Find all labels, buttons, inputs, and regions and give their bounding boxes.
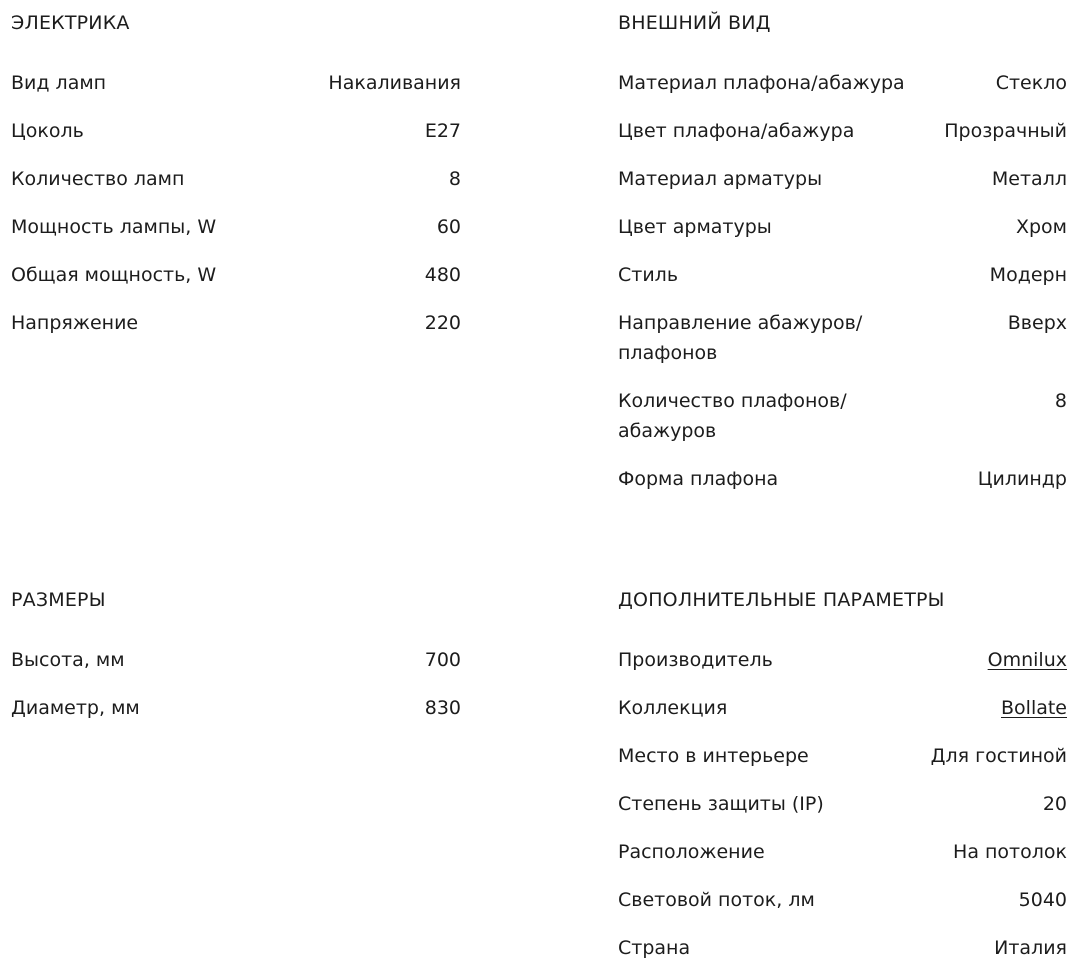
spec-label: Коллекция <box>618 697 728 719</box>
spec-row-lamp-count <box>11 164 461 194</box>
spec-row-total-power <box>11 260 461 290</box>
spec-value: 5040 <box>1018 889 1067 911</box>
spec-row-frame-color <box>618 212 1067 242</box>
spec-row-shade-count <box>618 386 1067 446</box>
spec-value: 830 <box>424 697 461 719</box>
spec-row-shade-direction <box>618 308 1067 368</box>
spec-value: Цилиндр <box>977 468 1067 490</box>
spec-row-manufacturer <box>618 645 1067 675</box>
spec-label: Расположение <box>618 841 765 863</box>
collection-link[interactable]: Bollate <box>1001 697 1067 719</box>
spec-row-height <box>11 645 461 675</box>
spec-value: 700 <box>424 649 461 671</box>
spec-label: Степень защиты (IP) <box>618 793 824 815</box>
spec-label: Общая мощность, W <box>11 264 217 286</box>
spec-row-socket <box>11 116 461 146</box>
spec-label: Цоколь <box>11 120 84 142</box>
spec-label: Мощность лампы, W <box>11 216 217 238</box>
spec-label: Стиль <box>618 264 679 286</box>
spec-value: Италия <box>994 937 1067 959</box>
spec-label: Вид ламп <box>11 72 107 94</box>
spec-label: Место в интерьере <box>618 745 809 767</box>
spec-value: 60 <box>436 216 461 238</box>
spec-value: Хром <box>1015 216 1067 238</box>
spec-row-style <box>618 260 1067 290</box>
spec-row-shade-color <box>618 116 1067 146</box>
spec-row-diameter <box>11 693 461 723</box>
electrics-section <box>11 12 461 342</box>
spec-value: 8 <box>448 168 461 190</box>
spec-row-frame-material <box>618 164 1067 194</box>
spec-value: Металл <box>991 168 1067 190</box>
spec-label: Напряжение <box>11 312 139 334</box>
spec-label: Диаметр, мм <box>11 697 140 719</box>
spec-row-interior-place <box>618 741 1067 771</box>
spec-row-ip-rating <box>618 789 1067 819</box>
spec-label: Цвет арматуры <box>618 216 772 238</box>
spec-row-luminous-flux <box>618 885 1067 915</box>
appearance-section <box>618 12 1067 502</box>
spec-value: Накаливания <box>328 72 461 94</box>
spec-label: Количество плафонов/ абажуров <box>618 390 847 442</box>
spec-label: Страна <box>618 937 691 959</box>
spec-row-shade-shape <box>618 464 1067 494</box>
spec-value: E27 <box>424 120 461 142</box>
spec-value: Для гостиной <box>930 745 1067 767</box>
spec-label: Материал арматуры <box>618 168 823 190</box>
extra-params-section <box>618 589 1067 968</box>
section-title-extra: ДОПОЛНИТЕЛЬНЫЕ ПАРАМЕТРЫ <box>618 589 945 611</box>
spec-row-voltage <box>11 308 461 338</box>
spec-row-placement <box>618 837 1067 867</box>
spec-value: Прозрачный <box>944 120 1067 142</box>
spec-label: Направление абажуров/ плафонов <box>618 312 863 364</box>
spec-label: Световой поток, лм <box>618 889 815 911</box>
spec-value <box>988 645 1067 675</box>
section-title-sizes: РАЗМЕРЫ <box>11 589 106 611</box>
spec-value: 480 <box>424 264 461 286</box>
spec-label: Цвет плафона/абажура <box>618 120 855 142</box>
spec-value: На потолок <box>953 841 1067 863</box>
spec-label: Количество ламп <box>11 168 185 190</box>
spec-row-shade-material <box>618 68 1067 98</box>
manufacturer-link[interactable]: Omnilux <box>987 649 1067 671</box>
spec-value: Вверх <box>1007 312 1067 334</box>
spec-row-lamp-power <box>11 212 461 242</box>
spec-value: 8 <box>1054 390 1067 412</box>
spec-row-collection <box>618 693 1067 723</box>
spec-value: Стекло <box>995 72 1067 94</box>
spec-label: Материал плафона/абажура <box>618 72 905 94</box>
section-title-appearance: ВНЕШНИЙ ВИД <box>618 12 771 34</box>
spec-row-country <box>618 933 1067 963</box>
spec-row-lamp-type <box>11 68 461 98</box>
spec-label: Форма плафона <box>618 468 779 490</box>
spec-value: 20 <box>1042 793 1067 815</box>
sizes-section <box>11 589 461 729</box>
spec-label: Производитель <box>618 649 773 671</box>
spec-label: Высота, мм <box>11 649 125 671</box>
section-title-electrics: ЭЛЕКТРИКА <box>11 12 130 34</box>
spec-value: 220 <box>424 312 461 334</box>
spec-value: Модерн <box>989 264 1067 286</box>
spec-value <box>1001 693 1067 723</box>
